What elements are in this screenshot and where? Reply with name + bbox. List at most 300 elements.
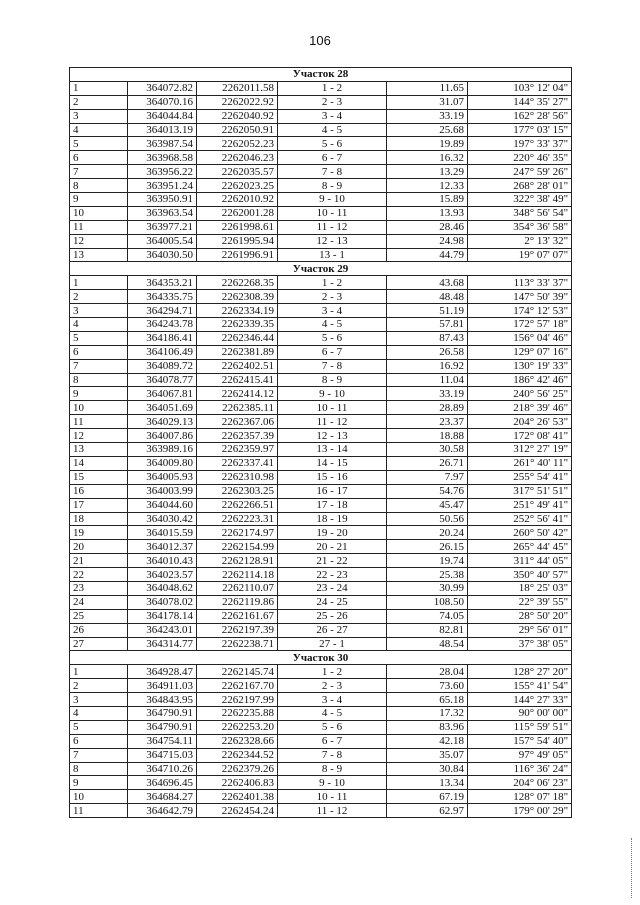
section-header-row (70, 651, 572, 665)
length-cell: 73.60 (387, 679, 468, 693)
x-coordinate-cell: 364178.14 (128, 609, 197, 623)
y-coordinate-cell: 2262337.41 (197, 456, 278, 470)
y-coordinate-cell: 2262268.35 (197, 276, 278, 290)
length-cell: 74.05 (387, 609, 468, 623)
segment-cell: 18 - 19 (278, 512, 387, 526)
x-coordinate-cell: 364078.77 (128, 373, 197, 387)
y-coordinate-cell: 2262010.92 (197, 193, 278, 207)
point-number-cell: 21 (70, 554, 128, 568)
table-row (70, 109, 572, 123)
table-row (70, 526, 572, 540)
bearing-cell: 103° 12' 04" (468, 81, 572, 95)
point-number-cell: 8 (70, 373, 128, 387)
bearing-cell: 28° 50' 20" (468, 609, 572, 623)
bearing-cell: 147° 50' 39" (468, 290, 572, 304)
x-coordinate-cell: 364009.80 (128, 456, 197, 470)
y-coordinate-cell: 2262308.39 (197, 290, 278, 304)
y-coordinate-cell: 2262001.28 (197, 206, 278, 220)
segment-cell: 10 - 11 (278, 206, 387, 220)
point-number-cell: 7 (70, 748, 128, 762)
y-coordinate-cell: 2262357.39 (197, 429, 278, 443)
table-row (70, 637, 572, 651)
x-coordinate-cell: 364314.77 (128, 637, 197, 651)
segment-cell: 13 - 14 (278, 443, 387, 457)
section-header-row (70, 68, 572, 82)
x-coordinate-cell: 364715.03 (128, 748, 197, 762)
bearing-cell: 317° 51' 51" (468, 484, 572, 498)
length-cell: 54.76 (387, 484, 468, 498)
table-row (70, 95, 572, 109)
length-cell: 28.89 (387, 401, 468, 415)
x-coordinate-cell: 364790.91 (128, 706, 197, 720)
bearing-cell: 179° 00' 29" (468, 804, 572, 818)
segment-cell: 5 - 6 (278, 720, 387, 734)
y-coordinate-cell: 2262253.20 (197, 720, 278, 734)
bearing-cell: 177° 03' 15" (468, 123, 572, 137)
length-cell: 108.50 (387, 595, 468, 609)
bearing-cell: 2° 13' 32" (468, 234, 572, 248)
point-number-cell: 20 (70, 540, 128, 554)
y-coordinate-cell: 2262454.24 (197, 804, 278, 818)
length-cell: 30.58 (387, 443, 468, 457)
segment-cell: 25 - 26 (278, 609, 387, 623)
length-cell: 43.68 (387, 276, 468, 290)
point-number-cell: 6 (70, 734, 128, 748)
table-row (70, 234, 572, 248)
segment-cell: 3 - 4 (278, 109, 387, 123)
point-number-cell: 23 (70, 581, 128, 595)
length-cell: 7.97 (387, 470, 468, 484)
length-cell: 57.81 (387, 318, 468, 332)
length-cell: 26.58 (387, 345, 468, 359)
length-cell: 51.19 (387, 304, 468, 318)
point-number-cell: 9 (70, 776, 128, 790)
x-coordinate-cell: 363951.24 (128, 179, 197, 193)
length-cell: 31.07 (387, 95, 468, 109)
length-cell: 28.04 (387, 665, 468, 679)
length-cell: 33.19 (387, 109, 468, 123)
length-cell: 16.92 (387, 359, 468, 373)
bearing-cell: 172° 57' 18" (468, 318, 572, 332)
segment-cell: 12 - 13 (278, 429, 387, 443)
bearing-cell: 116° 36' 24" (468, 762, 572, 776)
x-coordinate-cell: 363956.22 (128, 165, 197, 179)
y-coordinate-cell: 2262385.11 (197, 401, 278, 415)
point-number-cell: 2 (70, 95, 128, 109)
x-coordinate-cell: 364010.43 (128, 554, 197, 568)
y-coordinate-cell: 2262346.44 (197, 331, 278, 345)
length-cell: 13.34 (387, 776, 468, 790)
segment-cell: 9 - 10 (278, 776, 387, 790)
segment-cell: 8 - 9 (278, 373, 387, 387)
point-number-cell: 11 (70, 415, 128, 429)
length-cell: 16.32 (387, 151, 468, 165)
x-coordinate-cell: 364696.45 (128, 776, 197, 790)
segment-cell: 7 - 8 (278, 165, 387, 179)
y-coordinate-cell: 2262114.18 (197, 568, 278, 582)
y-coordinate-cell: 2262339.35 (197, 318, 278, 332)
bearing-cell: 311° 44' 05" (468, 554, 572, 568)
y-coordinate-cell: 2262197.99 (197, 693, 278, 707)
point-number-cell: 26 (70, 623, 128, 637)
table-row (70, 595, 572, 609)
bearing-cell: 240° 56' 25" (468, 387, 572, 401)
point-number-cell: 11 (70, 804, 128, 818)
length-cell: 35.07 (387, 748, 468, 762)
length-cell: 62.97 (387, 804, 468, 818)
table-row (70, 206, 572, 220)
bearing-cell: 350° 40' 57" (468, 568, 572, 582)
segment-cell: 21 - 22 (278, 554, 387, 568)
table-row (70, 762, 572, 776)
y-coordinate-cell: 2262046.23 (197, 151, 278, 165)
table-row (70, 359, 572, 373)
segment-cell: 10 - 11 (278, 790, 387, 804)
segment-cell: 4 - 5 (278, 318, 387, 332)
y-coordinate-cell: 2262310.98 (197, 470, 278, 484)
bearing-cell: 128° 07' 18" (468, 790, 572, 804)
segment-cell: 10 - 11 (278, 401, 387, 415)
y-coordinate-cell: 2262367.06 (197, 415, 278, 429)
point-number-cell: 3 (70, 304, 128, 318)
table-row (70, 581, 572, 595)
segment-cell: 15 - 16 (278, 470, 387, 484)
x-coordinate-cell: 364106.49 (128, 345, 197, 359)
length-cell: 82.81 (387, 623, 468, 637)
y-coordinate-cell: 2262154.99 (197, 540, 278, 554)
x-coordinate-cell: 364353.21 (128, 276, 197, 290)
point-number-cell: 9 (70, 387, 128, 401)
y-coordinate-cell: 2262052.23 (197, 137, 278, 151)
bearing-cell: 129° 07' 16" (468, 345, 572, 359)
length-cell: 30.99 (387, 581, 468, 595)
bearing-cell: 22° 39' 55" (468, 595, 572, 609)
segment-cell: 4 - 5 (278, 123, 387, 137)
y-coordinate-cell: 2262128.91 (197, 554, 278, 568)
bearing-cell: 157° 54' 40" (468, 734, 572, 748)
bearing-cell: 354° 36' 58" (468, 220, 572, 234)
point-number-cell: 4 (70, 123, 128, 137)
table-row (70, 318, 572, 332)
length-cell: 11.04 (387, 373, 468, 387)
section-title: Участок 30 (70, 651, 572, 665)
table-row (70, 554, 572, 568)
y-coordinate-cell: 2262328.66 (197, 734, 278, 748)
segment-cell: 5 - 6 (278, 137, 387, 151)
length-cell: 19.74 (387, 554, 468, 568)
y-coordinate-cell: 2262381.89 (197, 345, 278, 359)
y-coordinate-cell: 2262161.67 (197, 609, 278, 623)
table-row (70, 429, 572, 443)
x-coordinate-cell: 364030.42 (128, 512, 197, 526)
point-number-cell: 6 (70, 345, 128, 359)
length-cell: 67.19 (387, 790, 468, 804)
segment-cell: 11 - 12 (278, 220, 387, 234)
bearing-cell: 204° 26' 53" (468, 415, 572, 429)
table-row (70, 331, 572, 345)
point-number-cell: 5 (70, 331, 128, 345)
bearing-cell: 197° 33' 37" (468, 137, 572, 151)
y-coordinate-cell: 2262223.31 (197, 512, 278, 526)
x-coordinate-cell: 364642.79 (128, 804, 197, 818)
table-row (70, 443, 572, 457)
table-row (70, 665, 572, 679)
table-row (70, 776, 572, 790)
x-coordinate-cell: 364684.27 (128, 790, 197, 804)
section-title: Участок 29 (70, 262, 572, 276)
x-coordinate-cell: 363989.16 (128, 443, 197, 457)
x-coordinate-cell: 364013.19 (128, 123, 197, 137)
x-coordinate-cell: 364754.11 (128, 734, 197, 748)
point-number-cell: 19 (70, 526, 128, 540)
table-row (70, 220, 572, 234)
table-row (70, 470, 572, 484)
y-coordinate-cell: 2262406.83 (197, 776, 278, 790)
bearing-cell: 144° 35' 27" (468, 95, 572, 109)
length-cell: 13.29 (387, 165, 468, 179)
segment-cell: 22 - 23 (278, 568, 387, 582)
x-coordinate-cell: 364044.84 (128, 109, 197, 123)
segment-cell: 1 - 2 (278, 276, 387, 290)
segment-cell: 26 - 27 (278, 623, 387, 637)
point-number-cell: 27 (70, 637, 128, 651)
length-cell: 26.15 (387, 540, 468, 554)
point-number-cell: 7 (70, 165, 128, 179)
x-coordinate-cell: 364029.13 (128, 415, 197, 429)
bearing-cell: 247° 59' 26" (468, 165, 572, 179)
table-row (70, 345, 572, 359)
length-cell: 87.43 (387, 331, 468, 345)
y-coordinate-cell: 2261998.61 (197, 220, 278, 234)
point-number-cell: 1 (70, 665, 128, 679)
point-number-cell: 22 (70, 568, 128, 582)
y-coordinate-cell: 2261996.91 (197, 248, 278, 262)
point-number-cell: 18 (70, 512, 128, 526)
segment-cell: 7 - 8 (278, 359, 387, 373)
table-row (70, 248, 572, 262)
segment-cell: 8 - 9 (278, 179, 387, 193)
bearing-cell: 220° 46' 35" (468, 151, 572, 165)
x-coordinate-cell: 363987.54 (128, 137, 197, 151)
table-row (70, 387, 572, 401)
length-cell: 17.32 (387, 706, 468, 720)
y-coordinate-cell: 2262414.12 (197, 387, 278, 401)
point-number-cell: 12 (70, 429, 128, 443)
point-number-cell: 10 (70, 206, 128, 220)
x-coordinate-cell: 364911.03 (128, 679, 197, 693)
y-coordinate-cell: 2262401.38 (197, 790, 278, 804)
y-coordinate-cell: 2262035.57 (197, 165, 278, 179)
point-number-cell: 5 (70, 720, 128, 734)
table-row (70, 720, 572, 734)
x-coordinate-cell: 364005.54 (128, 234, 197, 248)
section-header-row (70, 262, 572, 276)
length-cell: 45.47 (387, 498, 468, 512)
bearing-cell: 29° 56' 01" (468, 623, 572, 637)
length-cell: 42.18 (387, 734, 468, 748)
y-coordinate-cell: 2262359.97 (197, 443, 278, 457)
point-number-cell: 11 (70, 220, 128, 234)
segment-cell: 11 - 12 (278, 804, 387, 818)
bearing-cell: 37° 38' 05" (468, 637, 572, 651)
x-coordinate-cell: 364003.99 (128, 484, 197, 498)
segment-cell: 3 - 4 (278, 304, 387, 318)
point-number-cell: 1 (70, 81, 128, 95)
y-coordinate-cell: 2262334.19 (197, 304, 278, 318)
table-row (70, 748, 572, 762)
point-number-cell: 3 (70, 109, 128, 123)
bearing-cell: 218° 39' 46" (468, 401, 572, 415)
bearing-cell: 155° 41' 54" (468, 679, 572, 693)
x-coordinate-cell: 364078.02 (128, 595, 197, 609)
point-number-cell: 6 (70, 151, 128, 165)
bearing-cell: 186° 42' 46" (468, 373, 572, 387)
point-number-cell: 13 (70, 248, 128, 262)
table-row (70, 540, 572, 554)
length-cell: 23.37 (387, 415, 468, 429)
x-coordinate-cell: 364294.71 (128, 304, 197, 318)
table-row (70, 623, 572, 637)
y-coordinate-cell: 2262402.51 (197, 359, 278, 373)
bearing-cell: 322° 38' 49" (468, 193, 572, 207)
bearing-cell: 174° 12' 53" (468, 304, 572, 318)
point-number-cell: 3 (70, 693, 128, 707)
point-number-cell: 15 (70, 470, 128, 484)
table-row (70, 151, 572, 165)
point-number-cell: 8 (70, 179, 128, 193)
length-cell: 30.84 (387, 762, 468, 776)
segment-cell: 16 - 17 (278, 484, 387, 498)
y-coordinate-cell: 2262110.07 (197, 581, 278, 595)
table-row (70, 804, 572, 818)
coordinates-table (69, 67, 572, 818)
table-row (70, 165, 572, 179)
segment-cell: 14 - 15 (278, 456, 387, 470)
length-cell: 83.96 (387, 720, 468, 734)
point-number-cell: 7 (70, 359, 128, 373)
length-cell: 65.18 (387, 693, 468, 707)
bearing-cell: 113° 33' 37" (468, 276, 572, 290)
segment-cell: 2 - 3 (278, 290, 387, 304)
segment-cell: 4 - 5 (278, 706, 387, 720)
page-number: 106 (309, 33, 331, 48)
segment-cell: 6 - 7 (278, 151, 387, 165)
x-coordinate-cell: 364790.91 (128, 720, 197, 734)
segment-cell: 5 - 6 (278, 331, 387, 345)
length-cell: 11.65 (387, 81, 468, 95)
x-coordinate-cell: 363968.58 (128, 151, 197, 165)
y-coordinate-cell: 2262050.91 (197, 123, 278, 137)
point-number-cell: 10 (70, 790, 128, 804)
x-coordinate-cell: 363950.91 (128, 193, 197, 207)
x-coordinate-cell: 364051.69 (128, 401, 197, 415)
segment-cell: 2 - 3 (278, 679, 387, 693)
y-coordinate-cell: 2262197.39 (197, 623, 278, 637)
table-row (70, 81, 572, 95)
table-row (70, 512, 572, 526)
x-coordinate-cell: 364928.47 (128, 665, 197, 679)
bearing-cell: 18° 25' 03" (468, 581, 572, 595)
point-number-cell: 2 (70, 679, 128, 693)
segment-cell: 9 - 10 (278, 193, 387, 207)
x-coordinate-cell: 364048.62 (128, 581, 197, 595)
length-cell: 19.89 (387, 137, 468, 151)
y-coordinate-cell: 2262415.41 (197, 373, 278, 387)
table-row (70, 609, 572, 623)
x-coordinate-cell: 363977.21 (128, 220, 197, 234)
y-coordinate-cell: 2262266.51 (197, 498, 278, 512)
table-row (70, 693, 572, 707)
y-coordinate-cell: 2262379.26 (197, 762, 278, 776)
bearing-cell: 268° 28' 01" (468, 179, 572, 193)
segment-cell: 12 - 13 (278, 234, 387, 248)
margin-mark (631, 838, 635, 898)
x-coordinate-cell: 363963.54 (128, 206, 197, 220)
x-coordinate-cell: 364843.95 (128, 693, 197, 707)
x-coordinate-cell: 364186.41 (128, 331, 197, 345)
y-coordinate-cell: 2262303.25 (197, 484, 278, 498)
point-number-cell: 8 (70, 762, 128, 776)
point-number-cell: 10 (70, 401, 128, 415)
segment-cell: 8 - 9 (278, 762, 387, 776)
table-row (70, 734, 572, 748)
segment-cell: 2 - 3 (278, 95, 387, 109)
bearing-cell: 162° 28' 56" (468, 109, 572, 123)
point-number-cell: 14 (70, 456, 128, 470)
bearing-cell: 252° 56' 41" (468, 512, 572, 526)
x-coordinate-cell: 364335.75 (128, 290, 197, 304)
segment-cell: 1 - 2 (278, 665, 387, 679)
x-coordinate-cell: 364243.01 (128, 623, 197, 637)
point-number-cell: 16 (70, 484, 128, 498)
table-row (70, 568, 572, 582)
x-coordinate-cell: 364089.72 (128, 359, 197, 373)
table-row (70, 401, 572, 415)
bearing-cell: 312° 27' 19" (468, 443, 572, 457)
y-coordinate-cell: 2262023.25 (197, 179, 278, 193)
table-row (70, 179, 572, 193)
segment-cell: 20 - 21 (278, 540, 387, 554)
table-row (70, 706, 572, 720)
bearing-cell: 115° 59' 51" (468, 720, 572, 734)
segment-cell: 27 - 1 (278, 637, 387, 651)
y-coordinate-cell: 2262022.92 (197, 95, 278, 109)
segment-cell: 19 - 20 (278, 526, 387, 540)
segment-cell: 17 - 18 (278, 498, 387, 512)
x-coordinate-cell: 364072.82 (128, 81, 197, 95)
table-row (70, 415, 572, 429)
point-number-cell: 13 (70, 443, 128, 457)
segment-cell: 9 - 10 (278, 387, 387, 401)
point-number-cell: 5 (70, 137, 128, 151)
x-coordinate-cell: 364044.60 (128, 498, 197, 512)
segment-cell: 6 - 7 (278, 734, 387, 748)
segment-cell: 1 - 2 (278, 81, 387, 95)
y-coordinate-cell: 2262235.88 (197, 706, 278, 720)
point-number-cell: 12 (70, 234, 128, 248)
bearing-cell: 260° 50' 42" (468, 526, 572, 540)
length-cell: 26.71 (387, 456, 468, 470)
bearing-cell: 172° 08' 41" (468, 429, 572, 443)
table-row (70, 456, 572, 470)
y-coordinate-cell: 2262174.97 (197, 526, 278, 540)
y-coordinate-cell: 2262344.52 (197, 748, 278, 762)
x-coordinate-cell: 364030.50 (128, 248, 197, 262)
length-cell: 25.38 (387, 568, 468, 582)
point-number-cell: 4 (70, 706, 128, 720)
length-cell: 24.98 (387, 234, 468, 248)
bearing-cell: 144° 27' 33" (468, 693, 572, 707)
